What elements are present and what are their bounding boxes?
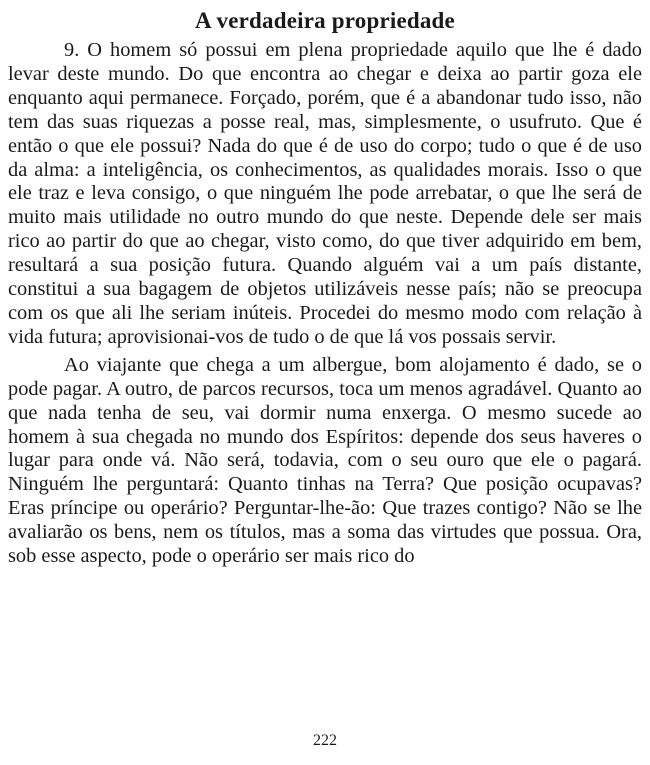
page-number: 222: [313, 732, 337, 749]
paragraph-traveler: Ao viajante que chega a um albergue, bom alojamento é dado, se o pode pagar. A outro, de parcos recursos, toca um menos agradável. Quanto ao que nada tenha de seu, vai dormir numa enxerga. O mesmo sucede ao homem à sua chegada no mundo dos Espíritos: depende dos seus haveres o lugar para onde vá. Não será, todavia, com o seu ouro que ele o pagará. Ninguém lhe perguntará: Quanto tinhas na Terra? Que posição ocupavas? Eras príncipe ou operário? Perguntar-lhe-ão: Que trazes contigo? Não se lhe avaliarão os bens, nem os títulos, mas a soma das virtudes que possua. Ora, sob esse aspecto, pode o operário ser mais rico do: [8, 353, 642, 568]
document-page: [8, 0, 642, 569]
page-title: A verdadeira propriedade: [195, 8, 455, 33]
paragraph-9: 9. O homem só possui em plena propriedade aquilo que lhe é dado levar deste mundo. Do que encontra ao chegar e deixa ao partir goza ele enquanto aqui permanece. Forçado, porém, que é a abandonar tudo isso, não tem das suas riquezas a posse real, mas, simplesmente, o usufruto. Que é então o que ele possui? Nada do que é de uso do corpo; tudo o que é de uso da alma: a inteligência, os conhecimentos, as qualidades morais. Isso o que ele traz e leva consigo, o que ninguém lhe pode arrebatar, o que lhe será de muito mais utilidade no outro mundo do que neste. Depende dele ser mais rico ao partir do que ao chegar, visto como, do que tiver adquirido em bem, resultará a sua posição futura. Quando alguém vai a um país distante, constitui a sua bagagem de objetos utilizáveis nesse país; não se preocupa com os que ali lhe seriam inúteis. Procedei do mesmo modo com relação à vida futura; aprovisionai-vos de tudo o de que lá vos possais servir.: [8, 39, 642, 348]
